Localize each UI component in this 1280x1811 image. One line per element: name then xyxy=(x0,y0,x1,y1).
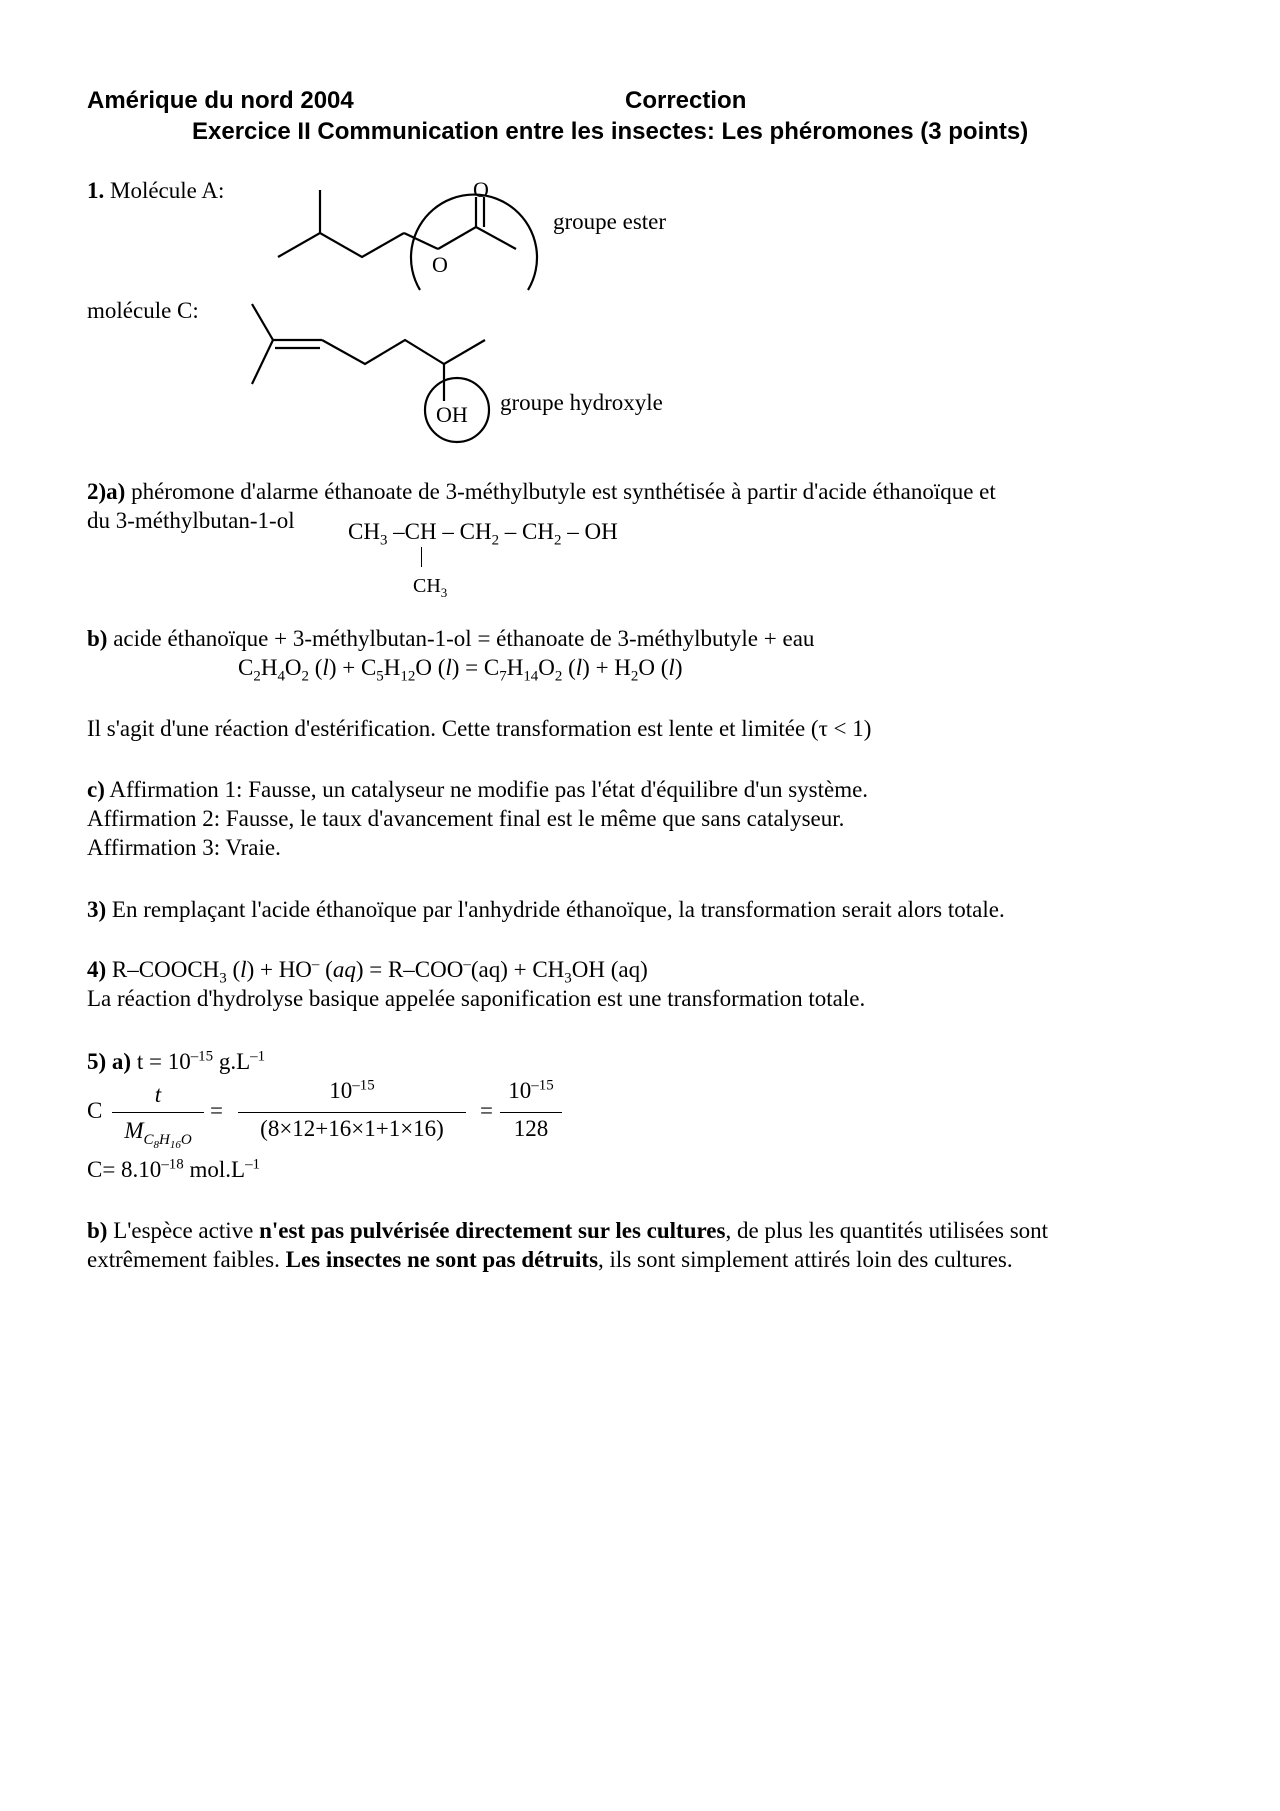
q5b-line1: b) L'espèce active n'est pas pulvérisée directement sur les cultures, de plus les quantités utilisées sont xyxy=(87,1218,1049,1243)
equals-2: = xyxy=(480,1098,493,1123)
q2a-line1 xyxy=(87,477,996,507)
concentration-result: $C= 8.10^{-18}$ $mol.L^{-1}$ xyxy=(87,1156,260,1182)
fraction-mid-den: (8×12+16×1+1×16) xyxy=(260,1116,444,1141)
affirmation-2: Affirmation 2: Fausse, le taux d'avancement final est le même que sans catalyseur. xyxy=(87,806,845,831)
equals-1: = xyxy=(210,1098,223,1123)
saponification-equation: $R-COOCH_3$ (l) + HO– $(aq) = R-COO^-(aq) + CH_3OH$ (aq) xyxy=(111,956,648,987)
q4-text: La réaction d'hydrolyse basique appelée saponification est une transformation totale. xyxy=(87,986,866,1011)
q2b-line xyxy=(87,624,814,654)
methylbutanol-formula: $CH_3$ $-CH - CH_2 - CH_2$ – OH xyxy=(348,519,618,549)
fraction-bar-3 xyxy=(500,1112,562,1113)
q5a-given: $t = 10^{-15}$ $g.L^{-1}$ xyxy=(136,1048,266,1074)
molecule-c-label: molécule C: xyxy=(87,298,199,323)
fraction-num-t: t xyxy=(154,1082,162,1107)
affirmation-3: Affirmation 3: Vraie. xyxy=(87,835,281,860)
q5b-bold-2: Les insectes ne sont pas détruits xyxy=(285,1247,599,1272)
fraction-bar-2 xyxy=(238,1112,466,1113)
ester-o-double: O xyxy=(473,177,489,202)
q2c-label: c) xyxy=(87,777,105,802)
fraction-right-num: $10^{-15}$ xyxy=(508,1077,554,1103)
fraction-bar-1 xyxy=(112,1112,204,1113)
ester-group-label: groupe ester xyxy=(553,209,667,234)
q2b-label: b) xyxy=(87,626,108,651)
molecule-a-structure xyxy=(270,165,570,300)
fraction-den-m: $M_{C_8H_{16}O}$ xyxy=(124,1118,192,1151)
q2b-text: acide éthanoïque + 3-méthylbutan-1-ol = éthanoate de 3-méthylbutyle + eau xyxy=(113,626,815,651)
q5a-label: 5) a) xyxy=(87,1049,132,1074)
fraction-mid-num: $10^{-15}$ xyxy=(329,1077,375,1103)
q2c-line1 xyxy=(87,775,868,805)
molecule-c-structure xyxy=(240,296,510,446)
ester-circle xyxy=(411,195,537,290)
formula-branch-ch3: $CH_3$ xyxy=(413,575,448,600)
q5a-line xyxy=(87,1047,265,1077)
hydroxyl-group-label: groupe hydroxyle xyxy=(500,390,663,415)
q1-number: 1. xyxy=(87,178,105,203)
q5b-bold-1: n'est pas pulvérisée directement sur les cultures xyxy=(259,1218,726,1243)
q4-equation-line xyxy=(87,955,648,985)
q3-label: 3) xyxy=(87,897,107,922)
q2a-text2: du 3-méthylbutan-1-ol xyxy=(87,508,295,533)
q5b-label: b) xyxy=(87,1218,108,1243)
c-letter: C xyxy=(87,1098,103,1123)
header-center: Correction xyxy=(625,87,747,114)
fraction-right-den: 128 xyxy=(513,1116,549,1141)
q3-text: En remplaçant l'acide éthanoïque par l'anhydride éthanoïque, la transformation serait alors totale. xyxy=(111,897,1005,922)
q3-line xyxy=(87,895,1005,925)
esterification-equation: $C_2H_4O_2$ $(l) + C_5H_{12}O$ $(l) = C_7H_{14}O_2$ $(l) + H_2O$ (l) xyxy=(238,655,683,685)
q2a-text1: phéromone d'alarme éthanoate de 3-méthylbutyle est synthétisée à partir d'acide éthanoïque et xyxy=(131,479,996,504)
molecule-a-label: Molécule A: xyxy=(110,178,225,203)
ester-o: O xyxy=(432,252,448,277)
q2b-conclusion: Il s'agit d'une réaction d'estérification. Cette transformation est lente et limitée (τ < 1) xyxy=(87,716,872,741)
affirmation-1: Affirmation 1: Fausse, un catalyseur ne modifie pas l'état d'équilibre d'un système. xyxy=(109,777,869,802)
q4-label: 4) xyxy=(87,957,107,982)
header-left: Amérique du nord 2004 xyxy=(87,87,354,114)
q2a-label: 2)a) xyxy=(87,479,126,504)
exercise-title: Exercice II Communication entre les insectes: Les phéromones (3 points) xyxy=(192,118,1029,145)
q5b-line2: extrêmement faibles. Les insectes ne sont pas détruits, ils sont simplement attirés loin des cultures. xyxy=(87,1247,1013,1272)
q1-line xyxy=(87,176,224,206)
formula-branch-bond xyxy=(421,547,422,567)
hydroxyl-oh: OH xyxy=(436,402,468,427)
